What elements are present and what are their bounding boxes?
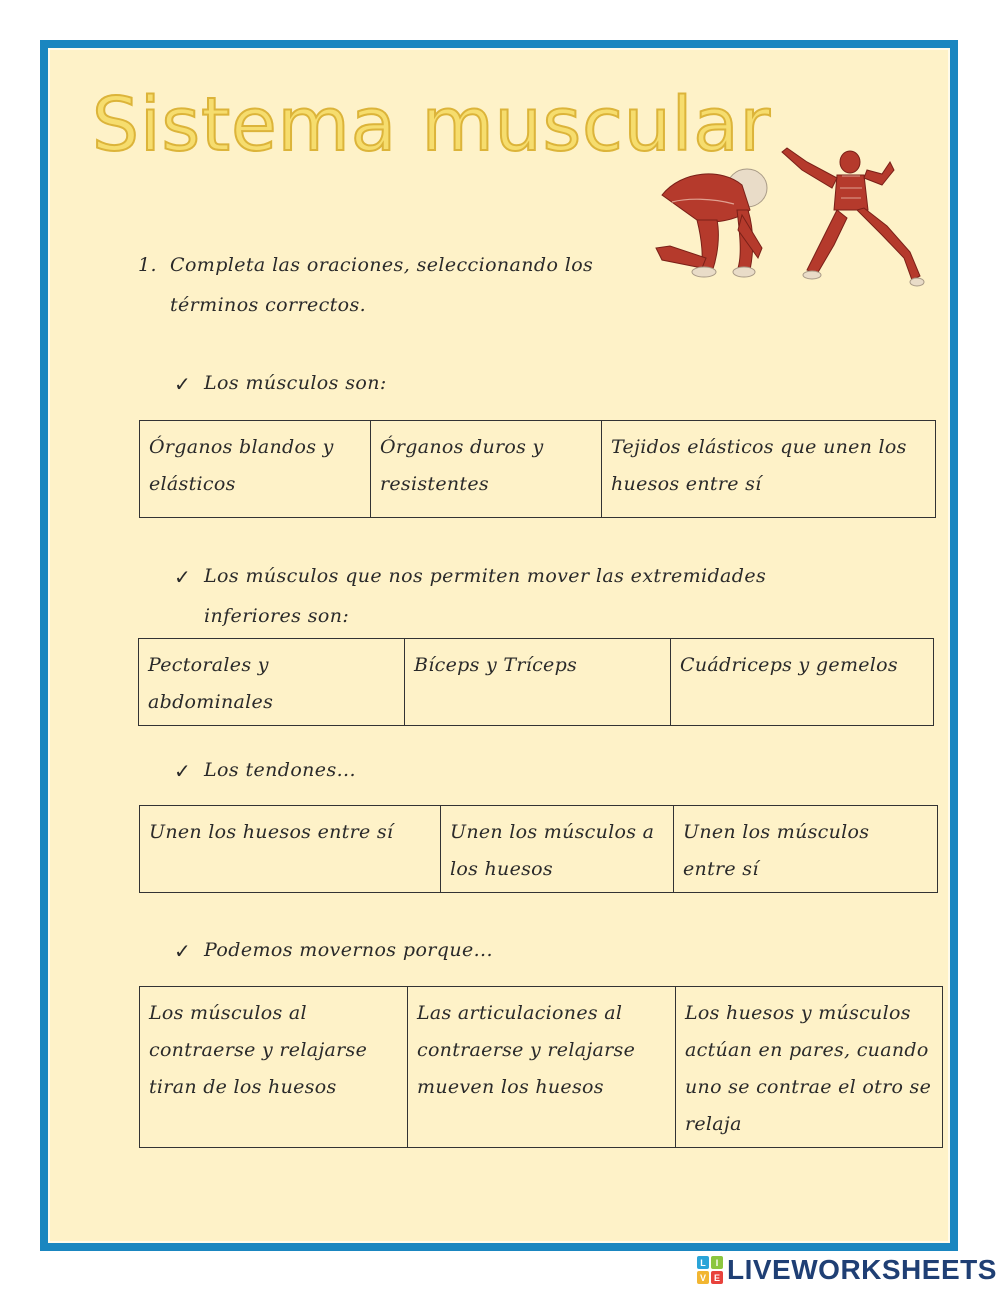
option-cell[interactable]: Unen los músculos a los huesos xyxy=(441,806,674,893)
liveworksheets-logo[interactable] xyxy=(697,1254,997,1286)
flexing-muscle-figure xyxy=(782,148,924,286)
option-cell[interactable]: Los músculos al contraerse y relajarse tiran de los huesos xyxy=(140,987,408,1148)
option-cell[interactable]: Bíceps y Tríceps xyxy=(405,639,671,726)
question-4-prompt: Podemos movernos porque... xyxy=(204,939,493,961)
option-cell[interactable]: Pectorales y abdominales xyxy=(139,639,405,726)
option-cell[interactable]: Unen los huesos entre sí xyxy=(140,806,441,893)
liveworksheets-brand-text: LIVEWORKSHEETS xyxy=(727,1254,997,1285)
instruction-line-2: términos correctos. xyxy=(170,294,367,316)
check-icon: ✓ xyxy=(174,565,191,589)
question-2-prompt-line-2: inferiores son: xyxy=(204,605,350,627)
liveworksheets-logo-icon xyxy=(697,1256,723,1284)
option-cell[interactable]: Tejidos elásticos que unen los huesos entre sí xyxy=(602,421,936,518)
instruction-line-1: Completa las oraciones, seleccionando los xyxy=(170,254,594,276)
option-cell[interactable]: Unen los músculos entre sí xyxy=(674,806,938,893)
kneeling-muscle-figure xyxy=(656,169,767,277)
option-cell[interactable]: Cuádriceps y gemelos xyxy=(671,639,934,726)
question-4-options xyxy=(139,986,943,1148)
instruction-number: 1. xyxy=(138,254,157,276)
question-1-prompt: Los músculos son: xyxy=(204,372,387,394)
question-2-prompt-line-1: Los músculos que nos permiten mover las extremidades xyxy=(204,565,767,587)
question-3-options xyxy=(139,805,938,893)
question-1-options xyxy=(139,420,936,518)
check-icon: ✓ xyxy=(174,759,191,783)
logo-letter: V xyxy=(699,1273,707,1283)
check-icon: ✓ xyxy=(174,939,191,963)
option-cell[interactable]: Órganos duros y resistentes xyxy=(371,421,602,518)
question-3-prompt: Los tendones... xyxy=(204,759,356,781)
logo-letter: L xyxy=(700,1258,706,1268)
muscle-figures-illustration xyxy=(642,140,932,300)
option-cell[interactable]: Los huesos y músculos actúan en pares, cuando uno se contrae el otro se relaja xyxy=(676,987,943,1148)
option-cell[interactable]: Las articulaciones al contraerse y relajarse mueven los huesos xyxy=(408,987,676,1148)
worksheet-title: Sistema muscular xyxy=(92,82,772,168)
question-2-options xyxy=(138,638,934,726)
check-icon: ✓ xyxy=(174,372,191,396)
logo-letter: I xyxy=(715,1258,719,1268)
option-cell[interactable]: Órganos blandos y elásticos xyxy=(140,421,371,518)
logo-letter: E xyxy=(713,1273,721,1283)
